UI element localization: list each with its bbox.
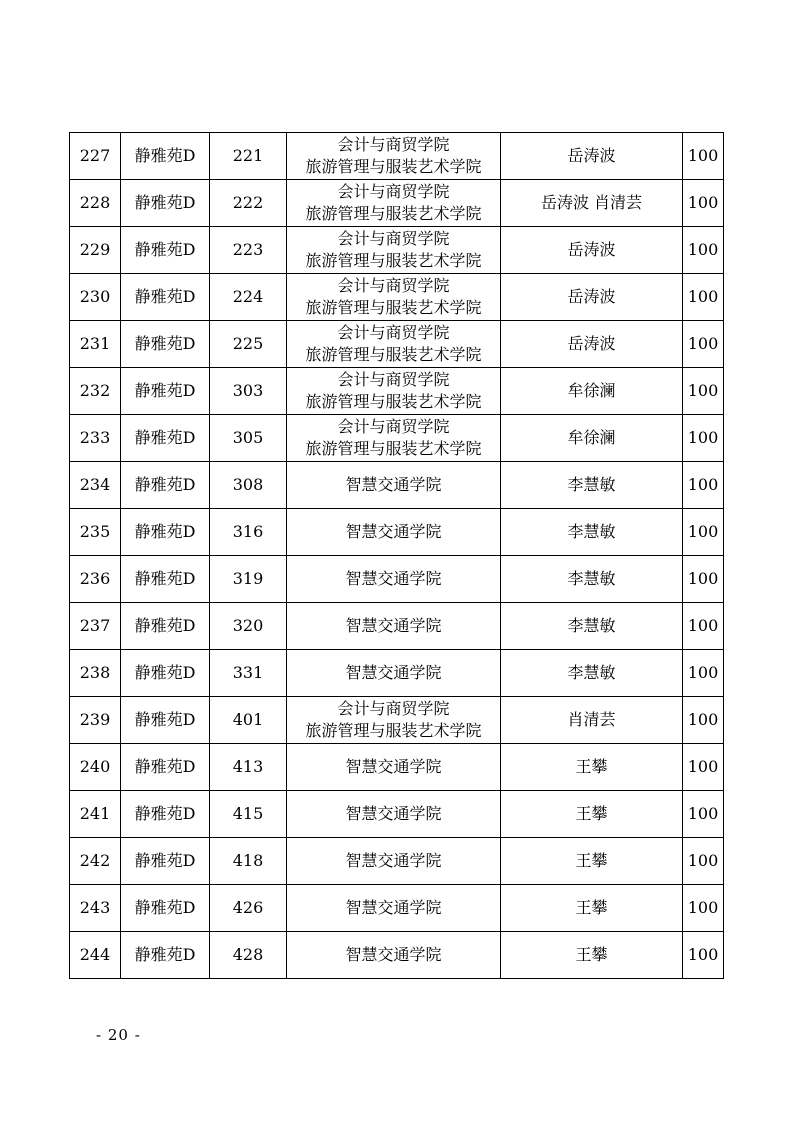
college-name: 智慧交通学院 bbox=[345, 757, 442, 776]
college-name: 旅游管理与服装艺术学院 bbox=[305, 439, 482, 458]
person-cell: 岳涛波 bbox=[501, 274, 683, 321]
table-row bbox=[70, 180, 724, 227]
college-name: 旅游管理与服装艺术学院 bbox=[305, 251, 482, 270]
score-cell: 100 bbox=[683, 274, 724, 321]
person-cell: 岳涛波 肖清芸 bbox=[501, 180, 683, 227]
college-name: 旅游管理与服装艺术学院 bbox=[305, 721, 482, 740]
person-cell: 李慧敏 bbox=[501, 603, 683, 650]
table-row bbox=[70, 932, 724, 979]
college-name: 智慧交通学院 bbox=[345, 475, 442, 494]
person-cell: 牟徐澜 bbox=[501, 368, 683, 415]
college-cell bbox=[287, 932, 501, 979]
person-cell: 王攀 bbox=[501, 744, 683, 791]
building-cell: 静雅苑D bbox=[121, 133, 210, 180]
person-cell: 李慧敏 bbox=[501, 509, 683, 556]
college-name: 智慧交通学院 bbox=[345, 569, 442, 588]
college-cell bbox=[287, 650, 501, 697]
room-cell: 331 bbox=[210, 650, 287, 697]
score-cell: 100 bbox=[683, 180, 724, 227]
person-cell: 王攀 bbox=[501, 885, 683, 932]
person-cell: 王攀 bbox=[501, 791, 683, 838]
room-cell: 413 bbox=[210, 744, 287, 791]
building-cell: 静雅苑D bbox=[121, 227, 210, 274]
room-cell: 418 bbox=[210, 838, 287, 885]
person-cell: 李慧敏 bbox=[501, 556, 683, 603]
college-name: 智慧交通学院 bbox=[345, 851, 442, 870]
row-number-cell: 243 bbox=[70, 885, 121, 932]
building-cell: 静雅苑D bbox=[121, 697, 210, 744]
room-cell: 221 bbox=[210, 133, 287, 180]
person-cell: 李慧敏 bbox=[501, 462, 683, 509]
college-name: 旅游管理与服装艺术学院 bbox=[305, 298, 482, 317]
college-name: 会计与商贸学院 bbox=[337, 229, 450, 248]
row-number-cell: 233 bbox=[70, 415, 121, 462]
score-cell: 100 bbox=[683, 133, 724, 180]
room-cell: 320 bbox=[210, 603, 287, 650]
college-name: 智慧交通学院 bbox=[345, 804, 442, 823]
score-cell: 100 bbox=[683, 697, 724, 744]
dormitory-score-table bbox=[69, 132, 724, 979]
building-cell: 静雅苑D bbox=[121, 556, 210, 603]
building-cell: 静雅苑D bbox=[121, 321, 210, 368]
score-cell: 100 bbox=[683, 603, 724, 650]
room-cell: 415 bbox=[210, 791, 287, 838]
score-cell: 100 bbox=[683, 368, 724, 415]
college-cell bbox=[287, 556, 501, 603]
building-cell: 静雅苑D bbox=[121, 744, 210, 791]
row-number-cell: 239 bbox=[70, 697, 121, 744]
building-cell: 静雅苑D bbox=[121, 838, 210, 885]
college-name: 会计与商贸学院 bbox=[337, 323, 450, 342]
score-cell: 100 bbox=[683, 556, 724, 603]
college-cell bbox=[287, 791, 501, 838]
college-name: 会计与商贸学院 bbox=[337, 135, 450, 154]
college-name: 旅游管理与服装艺术学院 bbox=[305, 204, 482, 223]
college-cell bbox=[287, 697, 501, 744]
person-cell: 李慧敏 bbox=[501, 650, 683, 697]
score-cell: 100 bbox=[683, 932, 724, 979]
college-cell bbox=[287, 133, 501, 180]
table-row bbox=[70, 744, 724, 791]
room-cell: 305 bbox=[210, 415, 287, 462]
college-name: 旅游管理与服装艺术学院 bbox=[305, 157, 482, 176]
row-number-cell: 240 bbox=[70, 744, 121, 791]
building-cell: 静雅苑D bbox=[121, 885, 210, 932]
college-cell bbox=[287, 321, 501, 368]
person-cell: 岳涛波 bbox=[501, 133, 683, 180]
table-row bbox=[70, 838, 724, 885]
score-cell: 100 bbox=[683, 227, 724, 274]
row-number-cell: 232 bbox=[70, 368, 121, 415]
college-cell bbox=[287, 744, 501, 791]
person-cell: 王攀 bbox=[501, 932, 683, 979]
room-cell: 319 bbox=[210, 556, 287, 603]
college-name: 智慧交通学院 bbox=[345, 616, 442, 635]
college-cell bbox=[287, 274, 501, 321]
person-cell: 岳涛波 bbox=[501, 321, 683, 368]
score-cell: 100 bbox=[683, 838, 724, 885]
row-number-cell: 234 bbox=[70, 462, 121, 509]
page-number: - 20 - bbox=[96, 1026, 141, 1044]
person-cell: 王攀 bbox=[501, 838, 683, 885]
college-cell bbox=[287, 368, 501, 415]
table-row bbox=[70, 321, 724, 368]
room-cell: 308 bbox=[210, 462, 287, 509]
college-cell bbox=[287, 603, 501, 650]
table-row bbox=[70, 885, 724, 932]
building-cell: 静雅苑D bbox=[121, 415, 210, 462]
college-cell bbox=[287, 227, 501, 274]
room-cell: 316 bbox=[210, 509, 287, 556]
row-number-cell: 235 bbox=[70, 509, 121, 556]
college-cell bbox=[287, 415, 501, 462]
score-cell: 100 bbox=[683, 744, 724, 791]
college-name: 会计与商贸学院 bbox=[337, 276, 450, 295]
college-cell bbox=[287, 885, 501, 932]
college-name: 会计与商贸学院 bbox=[337, 370, 450, 389]
college-name: 智慧交通学院 bbox=[345, 945, 442, 964]
college-cell bbox=[287, 509, 501, 556]
row-number-cell: 241 bbox=[70, 791, 121, 838]
row-number-cell: 238 bbox=[70, 650, 121, 697]
building-cell: 静雅苑D bbox=[121, 274, 210, 321]
building-cell: 静雅苑D bbox=[121, 462, 210, 509]
room-cell: 224 bbox=[210, 274, 287, 321]
college-cell bbox=[287, 462, 501, 509]
table-row bbox=[70, 368, 724, 415]
college-name: 智慧交通学院 bbox=[345, 522, 442, 541]
college-cell bbox=[287, 180, 501, 227]
room-cell: 426 bbox=[210, 885, 287, 932]
row-number-cell: 236 bbox=[70, 556, 121, 603]
college-name: 智慧交通学院 bbox=[345, 663, 442, 682]
table-row bbox=[70, 603, 724, 650]
room-cell: 222 bbox=[210, 180, 287, 227]
table-row bbox=[70, 133, 724, 180]
row-number-cell: 229 bbox=[70, 227, 121, 274]
table-body bbox=[70, 133, 724, 979]
score-cell: 100 bbox=[683, 885, 724, 932]
row-number-cell: 227 bbox=[70, 133, 121, 180]
building-cell: 静雅苑D bbox=[121, 791, 210, 838]
college-cell bbox=[287, 838, 501, 885]
college-name: 智慧交通学院 bbox=[345, 898, 442, 917]
score-cell: 100 bbox=[683, 650, 724, 697]
room-cell: 401 bbox=[210, 697, 287, 744]
table-row bbox=[70, 274, 724, 321]
building-cell: 静雅苑D bbox=[121, 603, 210, 650]
table-row bbox=[70, 227, 724, 274]
table-row bbox=[70, 556, 724, 603]
college-name: 会计与商贸学院 bbox=[337, 417, 450, 436]
room-cell: 223 bbox=[210, 227, 287, 274]
building-cell: 静雅苑D bbox=[121, 932, 210, 979]
college-name: 会计与商贸学院 bbox=[337, 182, 450, 201]
score-cell: 100 bbox=[683, 415, 724, 462]
score-cell: 100 bbox=[683, 791, 724, 838]
college-name: 会计与商贸学院 bbox=[337, 699, 450, 718]
room-cell: 303 bbox=[210, 368, 287, 415]
row-number-cell: 230 bbox=[70, 274, 121, 321]
college-name: 旅游管理与服装艺术学院 bbox=[305, 345, 482, 364]
table-row bbox=[70, 791, 724, 838]
table-row bbox=[70, 509, 724, 556]
building-cell: 静雅苑D bbox=[121, 368, 210, 415]
row-number-cell: 242 bbox=[70, 838, 121, 885]
score-cell: 100 bbox=[683, 509, 724, 556]
row-number-cell: 231 bbox=[70, 321, 121, 368]
building-cell: 静雅苑D bbox=[121, 180, 210, 227]
score-cell: 100 bbox=[683, 321, 724, 368]
row-number-cell: 244 bbox=[70, 932, 121, 979]
person-cell: 岳涛波 bbox=[501, 227, 683, 274]
table-row bbox=[70, 650, 724, 697]
table-row bbox=[70, 415, 724, 462]
building-cell: 静雅苑D bbox=[121, 509, 210, 556]
table-row bbox=[70, 462, 724, 509]
college-name: 旅游管理与服装艺术学院 bbox=[305, 392, 482, 411]
table-row bbox=[70, 697, 724, 744]
person-cell: 肖清芸 bbox=[501, 697, 683, 744]
row-number-cell: 237 bbox=[70, 603, 121, 650]
room-cell: 428 bbox=[210, 932, 287, 979]
score-cell: 100 bbox=[683, 462, 724, 509]
person-cell: 牟徐澜 bbox=[501, 415, 683, 462]
room-cell: 225 bbox=[210, 321, 287, 368]
building-cell: 静雅苑D bbox=[121, 650, 210, 697]
row-number-cell: 228 bbox=[70, 180, 121, 227]
